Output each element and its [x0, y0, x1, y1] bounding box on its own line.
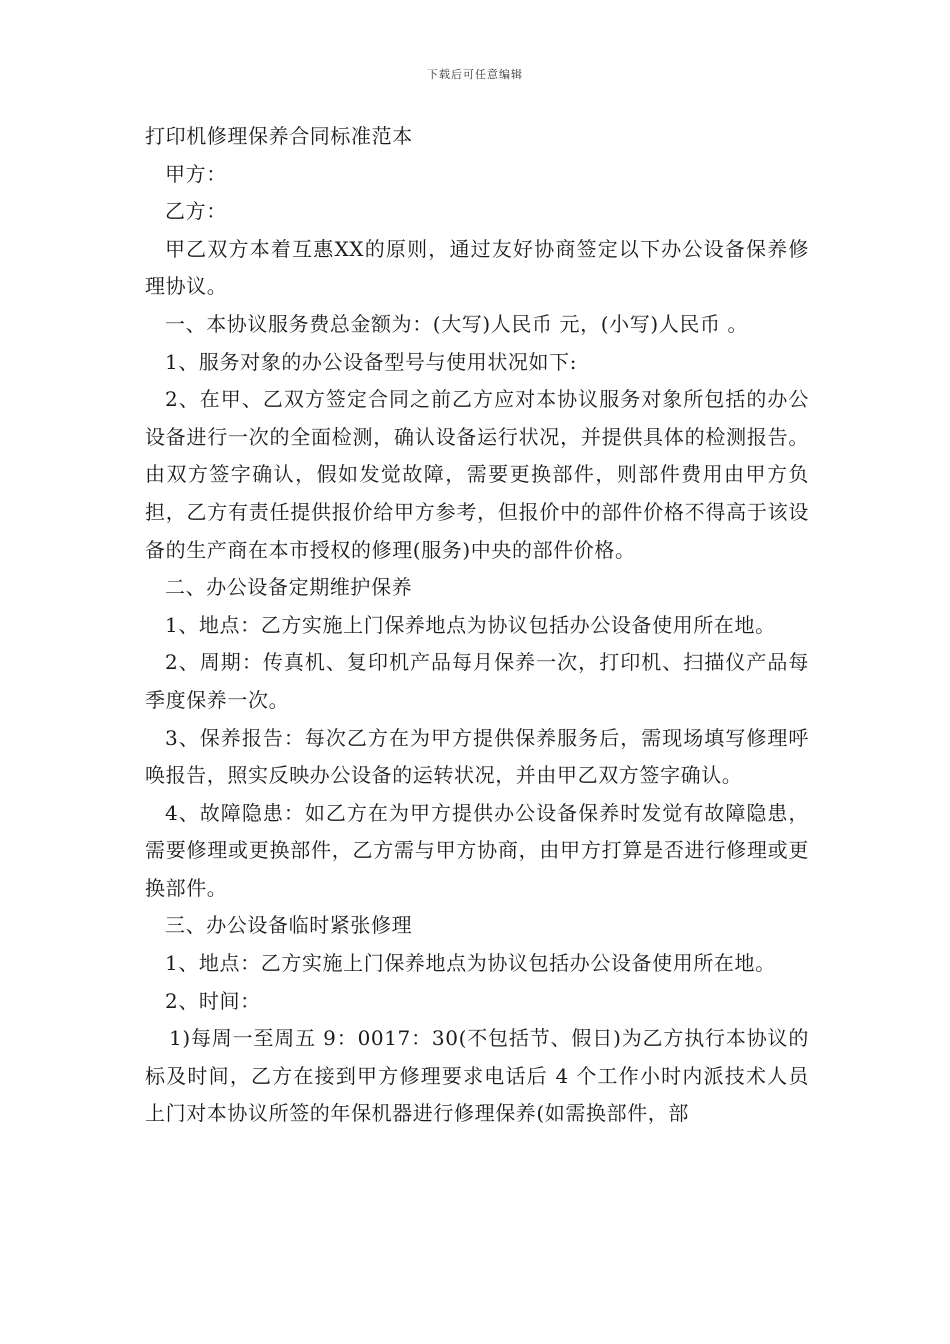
section-3-heading: 三、办公设备临时紧张修理 — [165, 913, 413, 938]
section-2-item-4: 4、故障隐患：如乙方在为甲方提供办公设备保养时发觉有故障隐患，需要修理或更换部件，乙方需与甲方协商，由甲方打算是否进行修理或更换部件。 — [145, 800, 809, 900]
section-1-heading: 一、本协议服务费总金额为：(大写)人民币 元，(小写)人民币 。 — [165, 311, 749, 336]
header-note: 下载后可任意编辑 — [427, 68, 523, 81]
section-3-item-2-1: 1)每周一至周五 9：0017：30(不包括节、假日)为乙方执行本协议的标及时间，乙方在接到甲方修理要求电话后 4 个工作小时内派技术人员上门对本协议所签的年保机器进行修理保养(如需换部件，部 — [145, 1026, 809, 1126]
party-a-line: 甲方： — [165, 161, 227, 186]
party-b-line: 乙方： — [165, 199, 227, 224]
intro-paragraph: 甲乙双方本着互惠XX的原则，通过友好协商签定以下办公设备保养修理协议。 — [145, 236, 809, 299]
section-2-item-2: 2、周期：传真机、复印机产品每月保养一次，打印机、扫描仪产品每季度保养一次。 — [145, 650, 809, 712]
section-1-item-1: 1、服务对象的办公设备型号与使用状况如下: — [165, 349, 578, 374]
section-2-item-3: 3、保养报告：每次乙方在为甲方提供保养服务后，需现场填写修理呼唤报告，照实反映办公设备的运转状况，并由甲乙双方签字确认。 — [145, 725, 809, 788]
document-body — [145, 118, 809, 1133]
section-2-heading: 二、办公设备定期维护保养 — [165, 575, 413, 600]
document-title: 打印机修理保养合同标准范本 — [145, 124, 413, 148]
section-2-item-1: 1、地点：乙方实施上门保养地点为协议包括办公设备使用所在地。 — [165, 612, 776, 637]
section-3-item-2: 2、时间： — [165, 988, 261, 1013]
section-3-item-1: 1、地点：乙方实施上门保养地点为协议包括办公设备使用所在地。 — [165, 951, 776, 976]
section-1-item-2: 2、在甲、乙双方签定合同之前乙方应对本协议服务对象所包括的办公设备进行一次的全面检测，确认设备运行状况，并提供具体的检测报告。由双方签字确认，假如发觉故障，需要更换部件，则部件费用由甲方负担，乙方有责任提供报价给甲方参考，但报价中的部件价格不得高于该设备的生产商在本市授权的修理(服务)中央的部件价格。 — [145, 387, 809, 562]
